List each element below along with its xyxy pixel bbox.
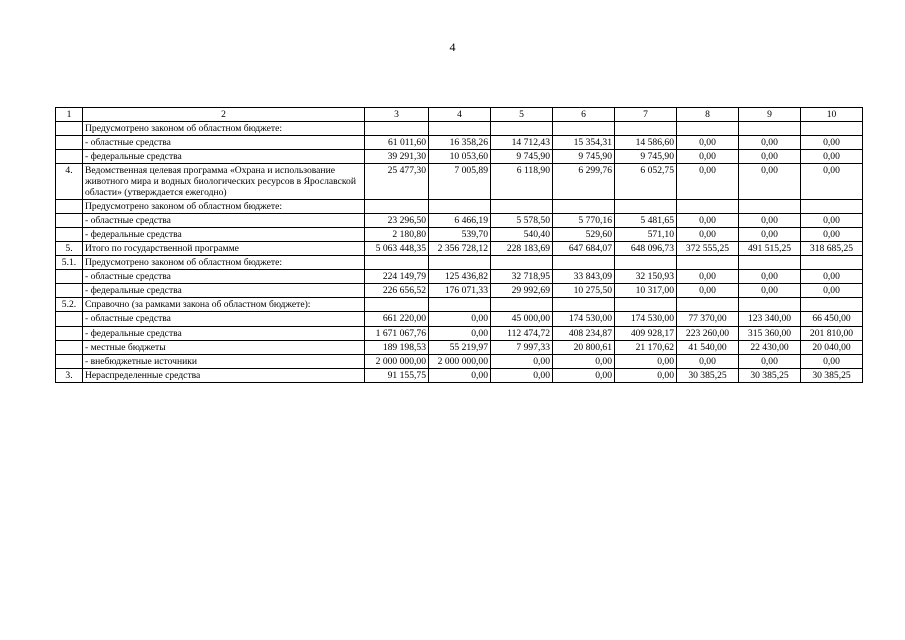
value-cell: 0,00 (739, 228, 801, 242)
value-cell: 0,00 (739, 270, 801, 284)
value-cell: 9 745,90 (615, 150, 677, 164)
row-description: - местные бюджеты (83, 340, 365, 354)
value-cell: 318 685,25 (801, 242, 863, 256)
value-cell: 0,00 (801, 214, 863, 228)
row-number (56, 284, 83, 298)
value-cell: 315 360,00 (739, 326, 801, 340)
table-row (56, 200, 863, 214)
value-cell (615, 122, 677, 136)
value-cell: 223 260,00 (677, 326, 739, 340)
value-cell: 10 317,00 (615, 284, 677, 298)
value-cell (677, 122, 739, 136)
table-row (56, 312, 863, 326)
table-row (56, 354, 863, 368)
value-cell: 0,00 (677, 214, 739, 228)
value-cell (615, 298, 677, 312)
row-number: 5.2. (56, 298, 83, 312)
value-cell: 21 170,62 (615, 340, 677, 354)
value-cell: 491 515,25 (739, 242, 801, 256)
table-row (56, 228, 863, 242)
value-cell: 6 052,75 (615, 164, 677, 200)
value-cell: 2 356 728,12 (429, 242, 491, 256)
column-header: 5 (491, 108, 553, 122)
table-row (56, 340, 863, 354)
value-cell: 0,00 (739, 150, 801, 164)
row-description: Предусмотрено законом об областном бюджете: (83, 200, 365, 214)
table-row (56, 256, 863, 270)
column-header: 6 (553, 108, 615, 122)
value-cell: 409 928,17 (615, 326, 677, 340)
value-cell: 0,00 (615, 368, 677, 382)
value-cell (491, 256, 553, 270)
value-cell: 0,00 (429, 368, 491, 382)
value-cell: 22 430,00 (739, 340, 801, 354)
row-description: Нераспределенные средства (83, 368, 365, 382)
column-header: 7 (615, 108, 677, 122)
value-cell (739, 122, 801, 136)
row-description: - областные средства (83, 136, 365, 150)
table-row (56, 270, 863, 284)
value-cell: 0,00 (801, 354, 863, 368)
value-cell: 55 219,97 (429, 340, 491, 354)
row-number: 4. (56, 164, 83, 200)
value-cell: 1 671 067,76 (365, 326, 429, 340)
row-description: - областные средства (83, 312, 365, 326)
value-cell: 224 149,79 (365, 270, 429, 284)
row-number (56, 136, 83, 150)
value-cell: 540,40 (491, 228, 553, 242)
value-cell: 25 477,30 (365, 164, 429, 200)
value-cell (553, 200, 615, 214)
value-cell: 33 843,09 (553, 270, 615, 284)
row-number: 5. (56, 242, 83, 256)
row-number: 3. (56, 368, 83, 382)
value-cell: 0,00 (553, 354, 615, 368)
value-cell: 7 005,89 (429, 164, 491, 200)
value-cell (429, 200, 491, 214)
value-cell: 30 385,25 (677, 368, 739, 382)
value-cell (739, 256, 801, 270)
value-cell: 0,00 (739, 136, 801, 150)
value-cell: 189 198,53 (365, 340, 429, 354)
value-cell: 41 540,00 (677, 340, 739, 354)
value-cell: 23 296,50 (365, 214, 429, 228)
table-row (56, 242, 863, 256)
row-description: - федеральные средства (83, 326, 365, 340)
value-cell: 30 385,25 (739, 368, 801, 382)
value-cell: 2 180,80 (365, 228, 429, 242)
value-cell (677, 256, 739, 270)
row-description: Ведомственная целевая программа «Охрана и использование животного мира и водных биологических ресурсов в Ярославской области» (утверждается ежегодно) (83, 164, 365, 200)
budget-table (55, 107, 863, 383)
value-cell (739, 298, 801, 312)
column-header: 1 (56, 108, 83, 122)
value-cell: 5 770,16 (553, 214, 615, 228)
value-cell: 6 118,90 (491, 164, 553, 200)
value-cell: 0,00 (801, 228, 863, 242)
value-cell (429, 298, 491, 312)
value-cell: 39 291,30 (365, 150, 429, 164)
value-cell: 0,00 (615, 354, 677, 368)
table-header-row (56, 108, 863, 122)
value-cell: 15 354,31 (553, 136, 615, 150)
value-cell: 0,00 (801, 270, 863, 284)
value-cell (615, 200, 677, 214)
value-cell: 14 712,43 (491, 136, 553, 150)
value-cell: 10 053,60 (429, 150, 491, 164)
value-cell: 0,00 (429, 326, 491, 340)
value-cell: 9 745,90 (491, 150, 553, 164)
value-cell: 0,00 (677, 164, 739, 200)
value-cell: 529,60 (553, 228, 615, 242)
value-cell: 0,00 (429, 312, 491, 326)
value-cell: 176 071,33 (429, 284, 491, 298)
value-cell: 228 183,69 (491, 242, 553, 256)
row-description: - внебюджетные источники (83, 354, 365, 368)
table-row (56, 326, 863, 340)
value-cell (801, 122, 863, 136)
value-cell: 5 481,65 (615, 214, 677, 228)
value-cell: 77 370,00 (677, 312, 739, 326)
column-header: 9 (739, 108, 801, 122)
value-cell: 0,00 (801, 284, 863, 298)
row-number (56, 354, 83, 368)
row-number (56, 326, 83, 340)
value-cell: 123 340,00 (739, 312, 801, 326)
value-cell (553, 256, 615, 270)
value-cell: 91 155,75 (365, 368, 429, 382)
column-header: 10 (801, 108, 863, 122)
value-cell (429, 256, 491, 270)
value-cell: 6 299,76 (553, 164, 615, 200)
value-cell: 648 096,73 (615, 242, 677, 256)
value-cell: 0,00 (677, 136, 739, 150)
row-description: Итого по государственной программе (83, 242, 365, 256)
table-row (56, 136, 863, 150)
column-header: 8 (677, 108, 739, 122)
value-cell: 7 997,33 (491, 340, 553, 354)
row-number (56, 270, 83, 284)
value-cell: 29 992,69 (491, 284, 553, 298)
value-cell: 5 578,50 (491, 214, 553, 228)
row-number (56, 150, 83, 164)
value-cell: 571,10 (615, 228, 677, 242)
row-number: 5.1. (56, 256, 83, 270)
value-cell: 408 234,87 (553, 326, 615, 340)
value-cell (491, 200, 553, 214)
value-cell: 226 656,52 (365, 284, 429, 298)
value-cell: 0,00 (801, 164, 863, 200)
value-cell: 20 040,00 (801, 340, 863, 354)
value-cell: 32 150,93 (615, 270, 677, 284)
value-cell: 174 530,00 (615, 312, 677, 326)
value-cell: 0,00 (677, 354, 739, 368)
value-cell: 125 436,82 (429, 270, 491, 284)
value-cell: 2 000 000,00 (429, 354, 491, 368)
value-cell (365, 122, 429, 136)
value-cell (739, 200, 801, 214)
value-cell: 372 555,25 (677, 242, 739, 256)
row-number (56, 200, 83, 214)
value-cell: 5 063 448,35 (365, 242, 429, 256)
row-description: - областные средства (83, 214, 365, 228)
row-number (56, 340, 83, 354)
table-row (56, 164, 863, 200)
value-cell: 0,00 (739, 354, 801, 368)
value-cell: 0,00 (801, 150, 863, 164)
table-row (56, 122, 863, 136)
row-number (56, 228, 83, 242)
value-cell: 174 530,00 (553, 312, 615, 326)
row-description: - областные средства (83, 270, 365, 284)
value-cell: 0,00 (677, 150, 739, 164)
value-cell (365, 256, 429, 270)
row-description: Справочно (за рамками закона об областном бюджете): (83, 298, 365, 312)
row-description: Предусмотрено законом об областном бюджете: (83, 256, 365, 270)
value-cell (365, 200, 429, 214)
value-cell: 0,00 (739, 214, 801, 228)
value-cell (677, 200, 739, 214)
value-cell: 10 275,50 (553, 284, 615, 298)
value-cell (429, 122, 491, 136)
row-number (56, 312, 83, 326)
value-cell: 0,00 (491, 354, 553, 368)
value-cell (553, 122, 615, 136)
value-cell: 539,70 (429, 228, 491, 242)
row-description: - федеральные средства (83, 150, 365, 164)
table-row (56, 150, 863, 164)
value-cell: 16 358,26 (429, 136, 491, 150)
page-number: 4 (449, 40, 456, 54)
value-cell: 45 000,00 (491, 312, 553, 326)
column-header: 3 (365, 108, 429, 122)
value-cell (491, 298, 553, 312)
row-description: - федеральные средства (83, 284, 365, 298)
row-description: Предусмотрено законом об областном бюджете: (83, 122, 365, 136)
value-cell: 6 466,19 (429, 214, 491, 228)
value-cell: 0,00 (553, 368, 615, 382)
value-cell: 0,00 (677, 270, 739, 284)
table-row (56, 214, 863, 228)
value-cell: 0,00 (491, 368, 553, 382)
value-cell (801, 256, 863, 270)
row-number (56, 214, 83, 228)
value-cell: 30 385,25 (801, 368, 863, 382)
value-cell: 647 684,07 (553, 242, 615, 256)
row-description: - федеральные средства (83, 228, 365, 242)
table-row (56, 284, 863, 298)
value-cell: 9 745,90 (553, 150, 615, 164)
value-cell: 61 011,60 (365, 136, 429, 150)
value-cell (553, 298, 615, 312)
value-cell: 112 474,72 (491, 326, 553, 340)
value-cell: 0,00 (739, 164, 801, 200)
value-cell (491, 122, 553, 136)
value-cell: 201 810,00 (801, 326, 863, 340)
value-cell: 0,00 (677, 284, 739, 298)
value-cell: 20 800,61 (553, 340, 615, 354)
table-row (56, 298, 863, 312)
row-number (56, 122, 83, 136)
value-cell: 66 450,00 (801, 312, 863, 326)
value-cell: 0,00 (739, 284, 801, 298)
value-cell: 32 718,95 (491, 270, 553, 284)
value-cell (801, 298, 863, 312)
value-cell: 0,00 (677, 228, 739, 242)
value-cell (677, 298, 739, 312)
value-cell (615, 256, 677, 270)
table-row (56, 368, 863, 382)
column-header: 2 (83, 108, 365, 122)
column-header: 4 (429, 108, 491, 122)
value-cell: 14 586,60 (615, 136, 677, 150)
value-cell (801, 200, 863, 214)
value-cell: 0,00 (801, 136, 863, 150)
value-cell: 661 220,00 (365, 312, 429, 326)
value-cell: 2 000 000,00 (365, 354, 429, 368)
value-cell (365, 298, 429, 312)
